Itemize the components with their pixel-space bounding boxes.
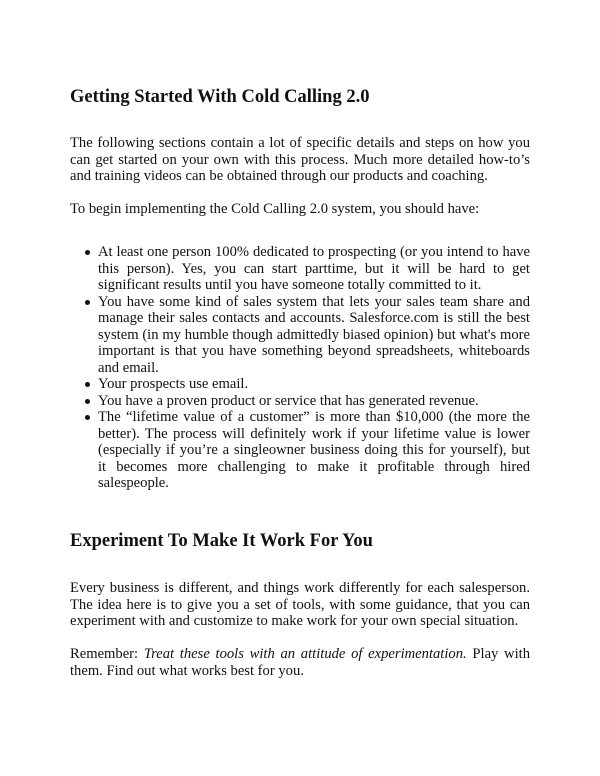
bullet-icon (85, 382, 90, 387)
bullet-icon (85, 300, 90, 305)
remember-rest: Play with them. Find out what works best for you. (70, 646, 531, 679)
list-item (70, 244, 530, 294)
bullet-icon (85, 415, 90, 420)
remember-label: Remember: (70, 646, 144, 662)
list-item (70, 409, 530, 492)
list-item-text: You have some kind of sales system that lets your sales team share and manage their sales contacts and accounts. Salesforce.com is still the best system (in my humble though admittedly biased opinion) but what's more important is that you have something beyond spreadsheets, whiteboards and email. (98, 293, 530, 376)
bullet-icon (85, 399, 90, 404)
list-item-text: The “lifetime value of a customer” is more than $10,000 (the more the better). The process will definitely work if your lifetime value is lower (especially if you’re a singleowner business doing this for yourself), but it becomes more challenging to make it profitable through hired salespeople. (98, 409, 530, 491)
bullet-icon (85, 250, 90, 255)
lead-in-paragraph: To begin implementing the Cold Calling 2.0 system, you should have: (70, 201, 480, 217)
list-item-text: You have a proven product or service that has generated revenue. (98, 392, 479, 409)
remember-emphasis: Treat these tools with an attitude of experimentation. (143, 646, 467, 662)
list-item (70, 393, 530, 410)
requirements-list (70, 244, 530, 492)
experiment-paragraph: Every business is different, and things work differently for each salesperson. The idea here is to give you a set of tools, with some guidance, that you can experiment with and customize to make work for your own special situation. (70, 580, 530, 629)
section-heading-getting-started: Getting Started With Cold Calling 2.0 (70, 87, 370, 107)
remember-paragraph (70, 646, 530, 679)
section-heading-experiment: Experiment To Make It Work For You (70, 531, 373, 551)
list-item-text: Your prospects use email. (98, 376, 249, 392)
list-item-text: At least one person 100% dedicated to prospecting (or you intend to have this person). Yes, you can start parttime, but it will be hard to get significant results until you have someone totally committed to it. (98, 244, 530, 293)
list-item (70, 294, 530, 377)
intro-paragraph: The following sections contain a lot of specific details and steps on how you can get started on your own with this process. Much more detailed how-to’s and training videos can be obtained through our products and coaching. (70, 135, 530, 184)
list-item (70, 376, 530, 393)
